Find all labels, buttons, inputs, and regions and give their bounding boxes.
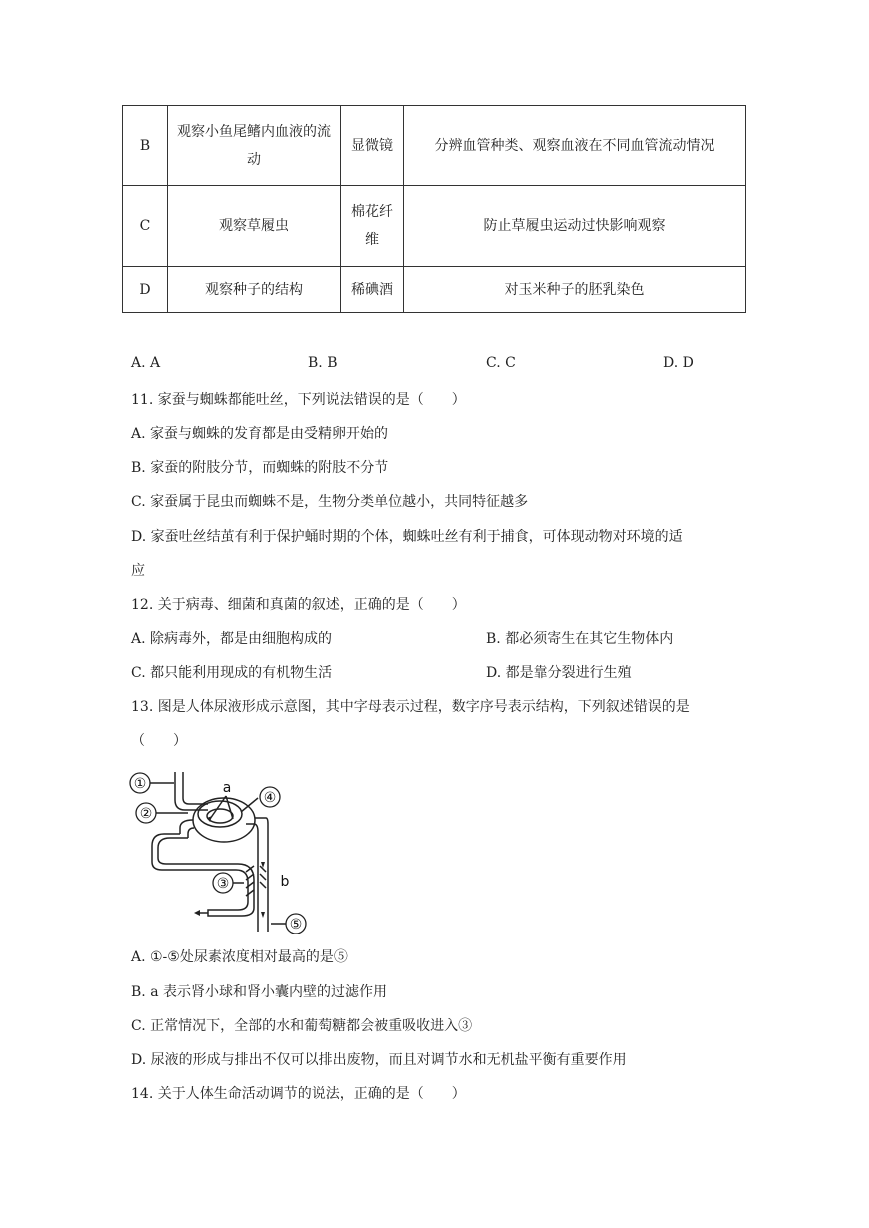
row-label: C [123, 186, 168, 267]
table-row [123, 106, 746, 186]
label-1: ① [133, 776, 147, 792]
q13-option-a: A. ①-⑤处尿素浓度相对最高的是⑤ [131, 949, 348, 965]
row-label: B [123, 106, 168, 186]
q13-stem-cont: （ ） [131, 733, 187, 749]
material-cell: 显微镜 [341, 106, 404, 186]
q13-option-c: C. 正常情况下，全部的水和葡萄糖都会被重吸收进入③ [131, 1018, 473, 1034]
q12-option-a: A. 除病毒外，都是由细胞构成的 [131, 631, 333, 647]
purpose-cell: 分辨血管种类、观察血液在不同血管流动情况 [404, 106, 746, 186]
q13-option-b: B. a 表示肾小球和肾小囊内壁的过滤作用 [131, 984, 387, 1000]
q11-stem: 11. 家蚕与蜘蛛都能吐丝，下列说法错误的是（ ） [131, 392, 466, 408]
q10-option-b: B. B [308, 355, 338, 371]
q11-option-a: A. 家蚕与蜘蛛的发育都是由受精卵开始的 [131, 426, 389, 442]
q11-option-c: C. 家蚕属于昆虫而蜘蛛不是，生物分类单位越小，共同特征越多 [131, 494, 529, 510]
row-label: D [123, 267, 168, 313]
q11-option-d-cont: 应 [131, 563, 145, 579]
material-cell: 棉花纤维 [341, 186, 404, 267]
q12-option-c: C. 都只能利用现成的有机物生活 [131, 665, 333, 681]
table-row [123, 267, 746, 313]
q10-option-c: C. C [486, 355, 516, 371]
q12-option-d: D. 都是靠分裂进行生殖 [486, 665, 632, 681]
purpose-cell: 防止草履虫运动过快影响观察 [404, 186, 746, 267]
q10-option-d: D. D [663, 355, 694, 371]
q13-option-d: D. 尿液的形成与排出不仅可以排出废物，而且对调节水和无机盐平衡有重要作用 [131, 1052, 627, 1068]
activity-cell: 观察种子的结构 [168, 267, 341, 313]
purpose-cell: 对玉米种子的胚乳染色 [404, 267, 746, 313]
q10-option-a: A. A [131, 355, 161, 371]
material-cell: 稀碘酒 [341, 267, 404, 313]
q11-option-b: B. 家蚕的附肢分节，而蜘蛛的附肢不分节 [131, 460, 389, 476]
nephron-diagram [128, 762, 318, 934]
activity-cell: 观察草履虫 [168, 186, 341, 267]
label-a: a [222, 780, 232, 796]
q14-stem: 14. 关于人体生命活动调节的说法，正确的是（ ） [131, 1086, 466, 1102]
label-4: ④ [263, 790, 277, 806]
label-b: b [280, 874, 290, 890]
label-2: ② [139, 806, 153, 822]
q11-option-d: D. 家蚕吐丝结茧有利于保护蛹时期的个体，蜘蛛吐丝有利于捕食，可体现动物对环境的适 [131, 529, 683, 545]
label-3: ③ [216, 876, 230, 892]
table-row [123, 186, 746, 267]
q13-stem: 13. 图是人体尿液形成示意图，其中字母表示过程，数字序号表示结构，下列叙述错误的是 [131, 699, 690, 715]
q12-stem: 12. 关于病毒、细菌和真菌的叙述，正确的是（ ） [131, 597, 466, 613]
experiment-table [122, 105, 746, 313]
label-5: ⑤ [289, 917, 303, 933]
q12-option-b: B. 都必须寄生在其它生物体内 [486, 631, 674, 647]
activity-cell: 观察小鱼尾鳍内血液的流动 [168, 106, 341, 186]
